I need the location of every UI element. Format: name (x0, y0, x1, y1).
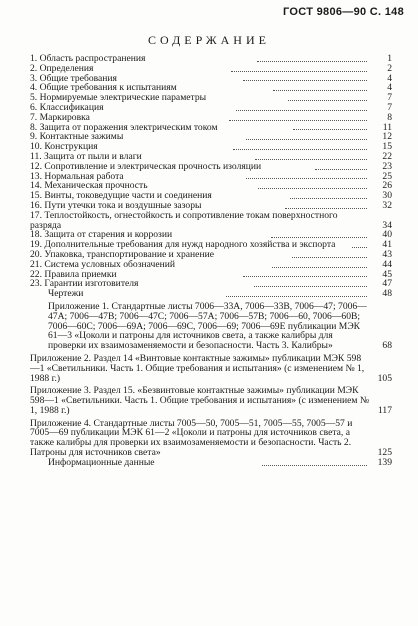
toc-entry-label: 13. Нормальная работа (30, 171, 124, 182)
appendix-entry[interactable] (30, 419, 392, 458)
appendix-page: 117 (377, 404, 392, 416)
toc-entry-label: 10. Конструкция (30, 142, 98, 152)
leader-dots (243, 80, 367, 81)
appendix-label: Приложение 3. Раздел 15. «Безвинтовые контактные зажимы» публикации МЭК 598—1 «Светильники. Часть 1. Общие требования и испытания» (с изменением № 1, 1988 г.) (30, 386, 369, 416)
toc-entry[interactable] (30, 270, 392, 280)
toc-entry-label: 21. Система условных обозначений (30, 259, 175, 270)
toc-entry-page: 25 (382, 170, 392, 182)
toc-entry-page: 47 (382, 278, 393, 290)
toc-entry[interactable] (30, 289, 392, 299)
toc-entry-label: 4. Общие требования к испытаниям (30, 83, 177, 94)
toc-entry[interactable] (30, 181, 392, 191)
leader-dots (285, 208, 367, 209)
toc-entry-page: 41 (382, 239, 393, 251)
toc-entry-label: 22. Правила приемки (30, 269, 117, 280)
toc-entry-page: 22 (382, 150, 392, 162)
appendix-entry[interactable] (30, 354, 392, 383)
toc-entry-page: 30 (382, 190, 392, 202)
toc-entry[interactable] (30, 201, 392, 211)
toc-entry-page: 7 (387, 92, 393, 104)
appendix-entry[interactable] (30, 458, 392, 468)
table-of-contents (30, 54, 392, 468)
leader-dots (231, 71, 367, 72)
page-title: СОДЕРЖАНИЕ (148, 33, 270, 47)
toc-entry-page: 11 (382, 121, 393, 133)
toc-entry[interactable] (30, 260, 392, 270)
toc-entry-label: 3. Общие требования (30, 73, 117, 84)
appendix-page: 105 (377, 372, 392, 384)
toc-entry[interactable] (30, 230, 392, 240)
toc-entry-page: 44 (382, 258, 392, 270)
toc-entry-label: 2. Определения (30, 63, 94, 74)
toc-entry-label: 17. Теплостойкость, огнестойкость и сопротивление токам поверхностного разряда (30, 210, 338, 231)
toc-entry-page: 12 (382, 131, 392, 143)
toc-entry-page: 26 (382, 180, 392, 192)
toc-entry-label: 8. Защита от поражения электрическим током (30, 122, 218, 133)
toc-entry-page: 4 (387, 72, 392, 84)
toc-entry-page: 2 (387, 62, 393, 74)
appendix-label: Приложение 4. Стандартные листы 7005—50, 7005—51, 7005—55, 7005—57 и 7005—69 публикации МЭК 61—2 «Цоколи и патроны для источников света, а также калибры для проверки их взаимозаменяемости и безопасности. Часть 2. Патроны для источников света» (30, 418, 353, 458)
toc-entry[interactable] (30, 93, 392, 103)
toc-entry-page: 34 (382, 219, 392, 231)
toc-entry-page: 15 (382, 141, 392, 153)
toc-entry[interactable] (30, 152, 392, 162)
toc-entry-page: 32 (382, 199, 392, 211)
toc-entry[interactable] (30, 162, 392, 172)
toc-entry[interactable] (30, 123, 392, 133)
leader-dots (262, 465, 367, 466)
leader-dots (292, 257, 368, 258)
toc-entry-label: 14. Механическая прочность (30, 181, 148, 192)
toc-entry-label: 5. Нормируемые электрические параметры (30, 93, 207, 103)
toc-entry-label: 6. Классификация (30, 102, 104, 113)
toc-entry-label: 19. Дополнительные требования для нужд народного хозяйства и экспорта (30, 240, 336, 250)
toc-entry[interactable] (30, 142, 392, 152)
leader-dots (257, 61, 367, 62)
leader-dots (236, 110, 367, 111)
toc-entry-page: 43 (382, 248, 393, 260)
leader-dots (255, 159, 367, 160)
toc-entry[interactable] (30, 54, 392, 64)
leader-dots (226, 296, 367, 297)
toc-entry[interactable] (30, 103, 392, 113)
leader-dots (290, 198, 367, 199)
leader-dots (288, 100, 367, 101)
leader-dots (258, 188, 367, 189)
toc-entry-label: 7. Маркировка (30, 112, 90, 123)
toc-entry-page: 40 (382, 229, 392, 241)
toc-entry-page: 7 (387, 101, 392, 113)
toc-entry[interactable] (30, 191, 392, 201)
toc-entry-label: 20. Упаковка, транспортирование и хранение (30, 249, 214, 260)
appendix-label: Приложение 1. Стандартные листы 7006—33А, 7006—33В, 7006—47; 7006—47А; 7006—47В; 7006—47С; 7006—57А; 7006—57В; 7006—60, 7006—60В; 7006—60С; 7006—69А; 7006—69С, 7006—69; 7006—69Е публикации МЭК 61—3 «Цоколи и патроны для источников света, а также калибры для проверки их взаимозаменяемости и безопасности. Часть 3. Калибры» (48, 301, 367, 351)
leader-dots (271, 237, 367, 238)
leader-dots (293, 129, 367, 130)
toc-entry[interactable] (30, 113, 392, 123)
toc-entry[interactable] (30, 83, 392, 93)
toc-entry-label: 12. Сопротивление и электрическая прочность изоляции (30, 161, 262, 172)
toc-entry-label: 11. Защита от пыли и влаги (30, 151, 142, 162)
leader-dots (233, 149, 367, 150)
appendix-label: Приложение 2. Раздел 14 «Винтовые контактные зажимы» публикации МЭК 598—1 «Светильники. Часть 1. Общие требования и испытания» (с изменением № 1, 1988 г.) (30, 353, 365, 384)
toc-entry[interactable] (30, 172, 392, 182)
appendix-entry[interactable] (30, 386, 392, 415)
toc-entry[interactable] (30, 250, 392, 260)
toc-entry-label: 1. Область распространения (30, 54, 146, 64)
leader-dots (254, 286, 367, 287)
toc-entry-page: 45 (382, 268, 393, 280)
toc-entry[interactable] (30, 279, 392, 289)
leader-dots (246, 139, 367, 140)
appendix-entry[interactable] (30, 302, 392, 351)
appendix-page: 139 (377, 456, 393, 468)
toc-entry[interactable] (30, 240, 392, 250)
page-header: ГОСТ 9806—90 С. 148 (283, 6, 404, 18)
leader-dots (315, 169, 367, 170)
toc-entry-page: 48 (382, 288, 393, 300)
toc-entry-page: 1 (387, 53, 393, 64)
toc-entry-label: 15. Винты, токоведущие части и соединения (30, 191, 212, 201)
toc-entry-label: 18. Защита от старения и коррозии (30, 230, 173, 241)
leader-dots (273, 90, 367, 91)
appendix-label: Информационные данные (48, 457, 155, 468)
toc-entry[interactable] (30, 74, 392, 84)
appendix-page: 125 (377, 447, 392, 459)
toc-entry[interactable] (30, 211, 392, 231)
leader-dots (352, 247, 367, 248)
leader-dots (246, 178, 367, 179)
toc-entry-page: 8 (387, 111, 392, 123)
toc-entry-label: 16. Пути утечки тока и воздушные зазоры (30, 200, 202, 211)
toc-entry[interactable] (30, 132, 392, 142)
appendix-page: 68 (382, 340, 392, 352)
toc-entry-label: 23. Гарантии изготовителя (30, 279, 139, 290)
toc-entry-label: Чертежи (48, 289, 84, 299)
leader-dots (229, 120, 367, 121)
toc-entry-page: 4 (387, 82, 392, 94)
toc-entry-label: 9. Контактные зажимы (30, 132, 124, 143)
toc-entry[interactable] (30, 64, 392, 74)
leader-dots (243, 276, 367, 277)
leader-dots (272, 267, 367, 268)
toc-entry-page: 23 (382, 160, 393, 172)
